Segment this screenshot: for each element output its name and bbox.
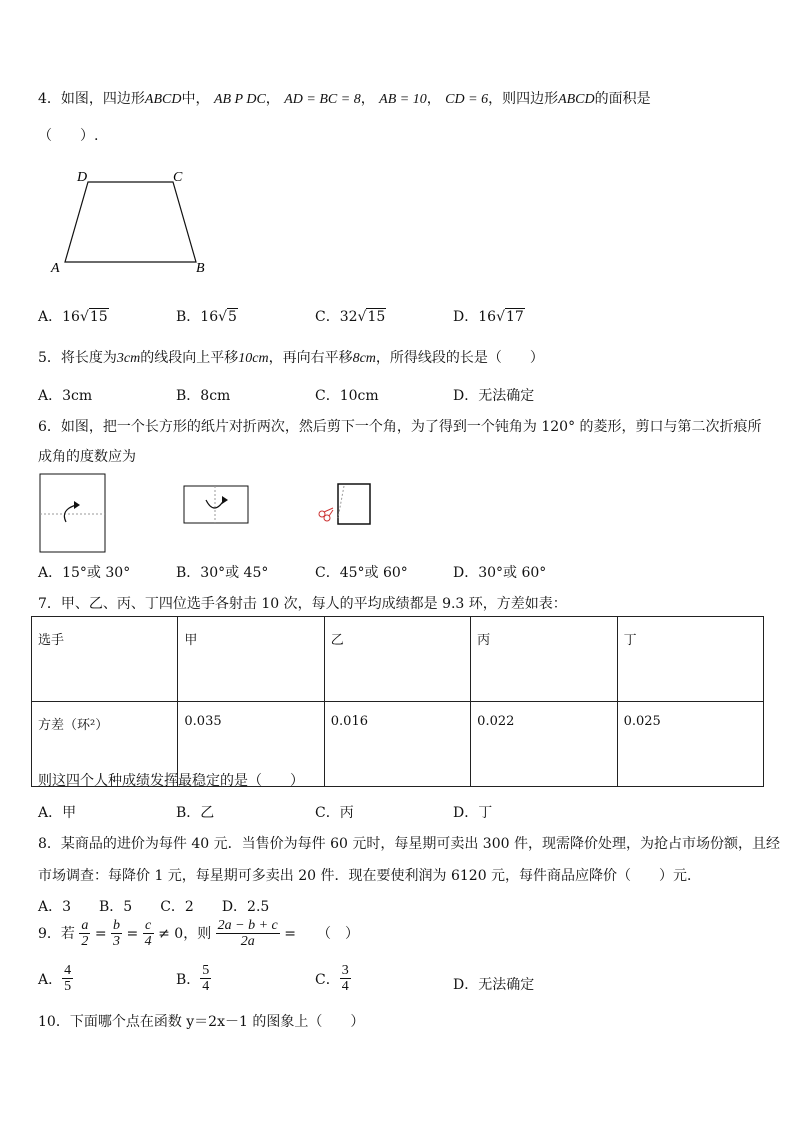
q6-option-a[interactable]: A．15°或 30° [38, 565, 131, 581]
frac-a-2: $\frac{a}{2}$ [81, 918, 89, 950]
label-c: C [173, 170, 183, 185]
q8-options[interactable]: A．3 B．5 C．2 D．2.5 [38, 899, 270, 915]
table-header-cell: 丙 [471, 617, 617, 702]
q4-option-a[interactable]: A．16√15 [38, 309, 108, 325]
q5-option-c[interactable]: C．10cm [315, 388, 379, 404]
q5-option-b[interactable]: B．8cm [176, 388, 231, 404]
frac-c-4: $\frac{c}{4}$ [144, 918, 152, 950]
q8-stem-line2: 市场调查：每降价 1 元，每星期可多卖出 20 件．现在要使利润为 6120 元，每件商品应降价（ ）元． [38, 868, 702, 884]
table-cell: 0.025 [617, 702, 763, 787]
table-header-cell: 甲 [178, 617, 324, 702]
fold-figure-1 [38, 472, 108, 554]
trapezoid-figure [48, 164, 218, 280]
frac-b-3: $\frac{b}{3}$ [113, 918, 121, 950]
variance-table [31, 616, 764, 787]
q5-stem: 5．将长度为3cm的线段向上平移10cm，再向右平移8cm，所得线段的长是（ ） [38, 350, 544, 366]
fold-figure-2 [182, 484, 252, 526]
label-d: D [77, 170, 88, 185]
label-b: B [196, 261, 205, 276]
table-cell: 0.016 [324, 702, 470, 787]
q6-stem-line1: 6．如图，把一个长方形的纸片对折两次，然后剪下一个角，为了得到一个钝角为 120° 的菱形，剪口与第二次折痕所 [38, 419, 762, 435]
q7-option-b[interactable]: B．乙 [176, 805, 215, 821]
q7-option-c[interactable]: C．丙 [315, 805, 354, 821]
table-header-row [32, 617, 764, 702]
table-header-cell: 丁 [617, 617, 763, 702]
q5-option-a[interactable]: A．3cm [38, 388, 93, 404]
q4-blank: （ ）. [38, 128, 99, 144]
q7-stem: 7．甲、乙、丙、丁四位选手各射击 10 次，每人的平均成绩都是 9.3 环，方差如表： [38, 596, 567, 612]
q7-question: 则这四个人种成绩发挥最稳定的是（ ） [38, 773, 304, 789]
q4-option-d[interactable]: D．16√17 [453, 309, 524, 325]
table-header-cell: 乙 [324, 617, 470, 702]
table-header-cell: 选手 [32, 617, 178, 702]
q5-option-d[interactable]: D．无法确定 [453, 388, 535, 404]
table-cell: 0.035 [178, 702, 324, 787]
q4-option-b[interactable]: B．16√5 [176, 309, 237, 325]
label-a: A [51, 261, 60, 276]
frac-expression: $\frac{2a - b + c}{2a}$ [217, 918, 278, 950]
table-row-label: 方差（环²） [32, 702, 178, 787]
q6-option-d[interactable]: D．30°或 60° [453, 565, 547, 581]
q9-option-a[interactable]: A． $\frac{4}{5}$ [38, 963, 72, 995]
q9-option-d[interactable]: D．无法确定 [453, 977, 535, 993]
q9-stem: 9．若 $\frac{a}{2}$ = $\frac{b}{3}$ = $\frac{c}{4}$ ≠ 0，则 $\frac{2a - b + c}{2a}$ = （ ） [38, 918, 359, 950]
q4-option-c[interactable]: C．32√15 [315, 309, 386, 325]
q6-option-c[interactable]: C．45°或 60° [315, 565, 408, 581]
q6-stem-line2: 成角的度数应为 [38, 449, 136, 465]
q6-option-b[interactable]: B．30°或 45° [176, 565, 269, 581]
q4-stem: 4．如图，四边形ABCD中， AB P DC， AD = BC = 8， AB = 10， CD = 6，则四边形ABCD的面积是 [38, 91, 651, 107]
table-cell: 0.022 [471, 702, 617, 787]
q8-stem-line1: 8．某商品的进价为每件 40 元．当售价为每件 60 元时，每星期可卖出 300 件，现需降价处理，为抢占市场份额，且经 [38, 836, 780, 852]
q9-option-b[interactable]: B． $\frac{5}{4}$ [176, 963, 210, 995]
scissors-figure [314, 478, 374, 528]
q9-option-c[interactable]: C． $\frac{3}{4}$ [315, 963, 349, 995]
q7-option-d[interactable]: D．丁 [453, 805, 493, 821]
trapezoid-shape [65, 182, 196, 262]
q7-option-a[interactable]: A．甲 [38, 805, 77, 821]
q10-stem: 10．下面哪个点在函数 y＝2x－1 的图象上（ ） [38, 1014, 365, 1030]
